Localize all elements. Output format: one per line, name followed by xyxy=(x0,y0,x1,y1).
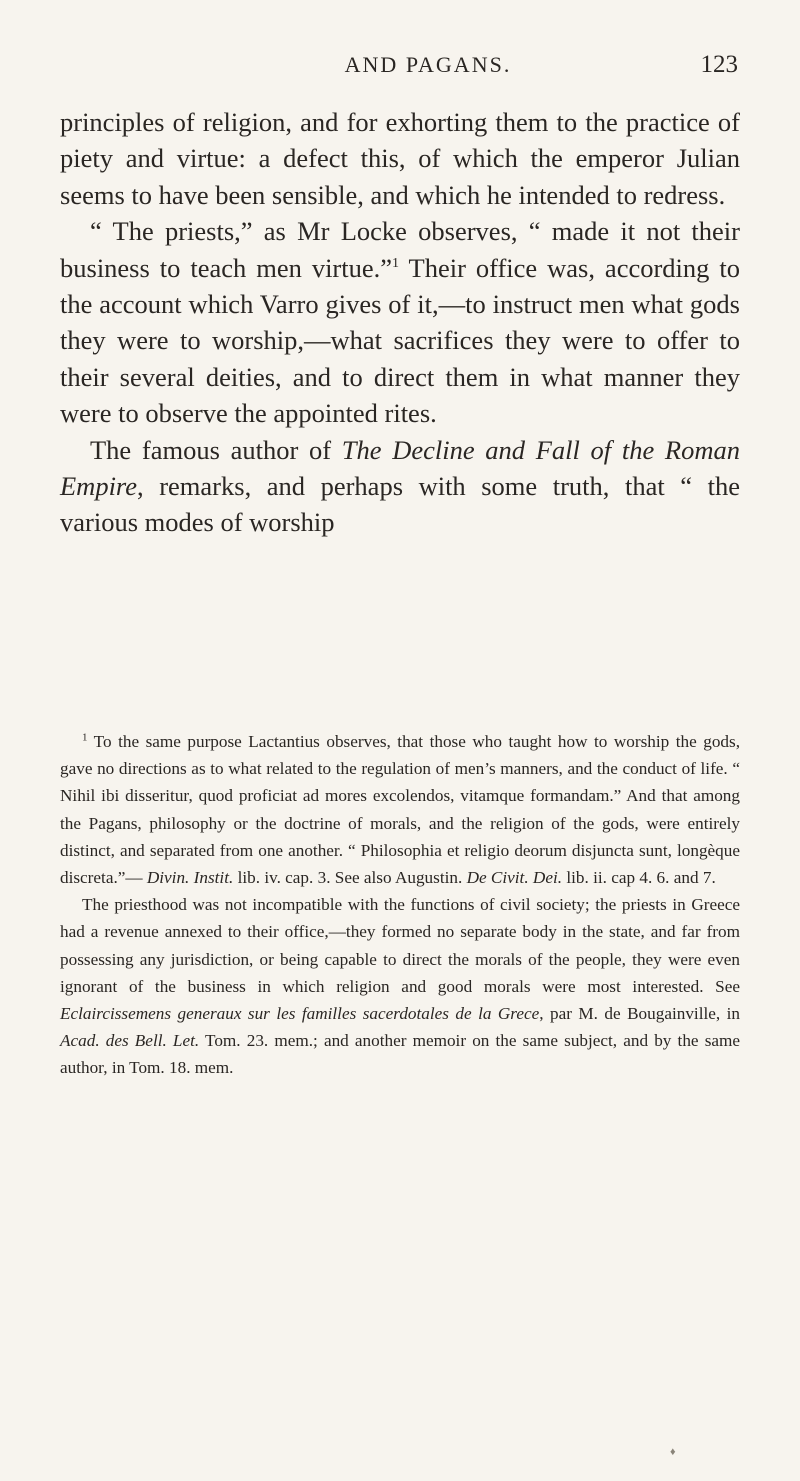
paragraph-2 xyxy=(60,213,740,431)
paragraph-3-lead: The famous author of xyxy=(90,434,342,465)
locke-quote: “ The priests,” as Mr Locke observes, “ made it not their business to teach men virtue.” xyxy=(60,216,740,283)
main-text xyxy=(60,104,740,541)
paragraph-3-text: , remarks, and perhaps with some truth, that “ the various modes of worship xyxy=(60,471,740,538)
footnote-2 xyxy=(60,891,740,1081)
footnote-1-mark: 1 xyxy=(82,731,88,744)
footnote-2-text-c: Tom. 23. mem.; and another memoir on the same subject, and by the same author, in Tom. 18. mem. xyxy=(60,1031,741,1078)
footnote-1-text-b: lib. iv. cap. 3. See also Augustin. xyxy=(233,868,467,888)
book-title-italic: The Decline and Fall of the Roman Empire xyxy=(60,434,740,502)
paragraph-1-text: principles of religion, and for exhorting them to the practice of piety and virtue: a defect this, of which the emperor Julian seems to have been sensible, and which he intended to redress. xyxy=(60,107,740,210)
footnote-1-work-1: Divin. Instit. xyxy=(146,868,234,888)
footnote-1 xyxy=(60,728,740,891)
footnote-2-work-2: Acad. des Bell. Let. xyxy=(60,1031,200,1051)
print-speck: ♦ xyxy=(670,1446,676,1458)
footnote-1-work-2: De Civit. Dei. xyxy=(466,868,563,888)
footnote-1-text-c: lib. ii. cap 4. 6. and 7. xyxy=(562,868,716,888)
footnote-1-text-a: To the same purpose Lactantius observes, that those who taught how to worship the gods, gave no directions as to what related to the regulation of men’s manners, and the conduct of life. “ Nihil ibi disseritur, quod proficiat ad mores excolendos, vitamque formandam.” And that among the Pagans, philosophy or the doctrine of morals, and the religion of the gods, were entirely distinct, and separated from one another. “ Philosophia et religio deorum disjuncta sunt, longèque discreta.”— xyxy=(60,732,740,888)
paragraph-3 xyxy=(60,432,740,541)
paragraph-2-text: Their office was, according to the account which Varro gives of it,—to instruct men what gods they were to worship,—what sacrifices they were to offer to their several deities, and to direct them in what manner they were to observe the appointed rites. xyxy=(60,252,740,429)
running-header xyxy=(118,52,738,82)
footnote-2-work-1: Eclaircissemens generaux sur les familles sacerdotales de la Grece xyxy=(60,1004,540,1024)
footnote-2-text-a: The priesthood was not incompatible with the functions of civil society; the priests in Greece had a revenue annexed to their office,—they formed no separate body in the state, and far from possessing any jurisdiction, or being capable to direct the morals of the people, they were even ignorant of the business in which religion and good morals were most interested. See xyxy=(60,895,740,996)
footnote-2-text-b: , par M. de Bougainville, in xyxy=(539,1004,740,1024)
page-number: 123 xyxy=(700,51,738,78)
footnotes xyxy=(60,728,740,1082)
paragraph-1 xyxy=(60,104,740,213)
running-title: AND PAGANS. xyxy=(344,52,512,77)
footnote-reference: 1 xyxy=(392,255,400,271)
